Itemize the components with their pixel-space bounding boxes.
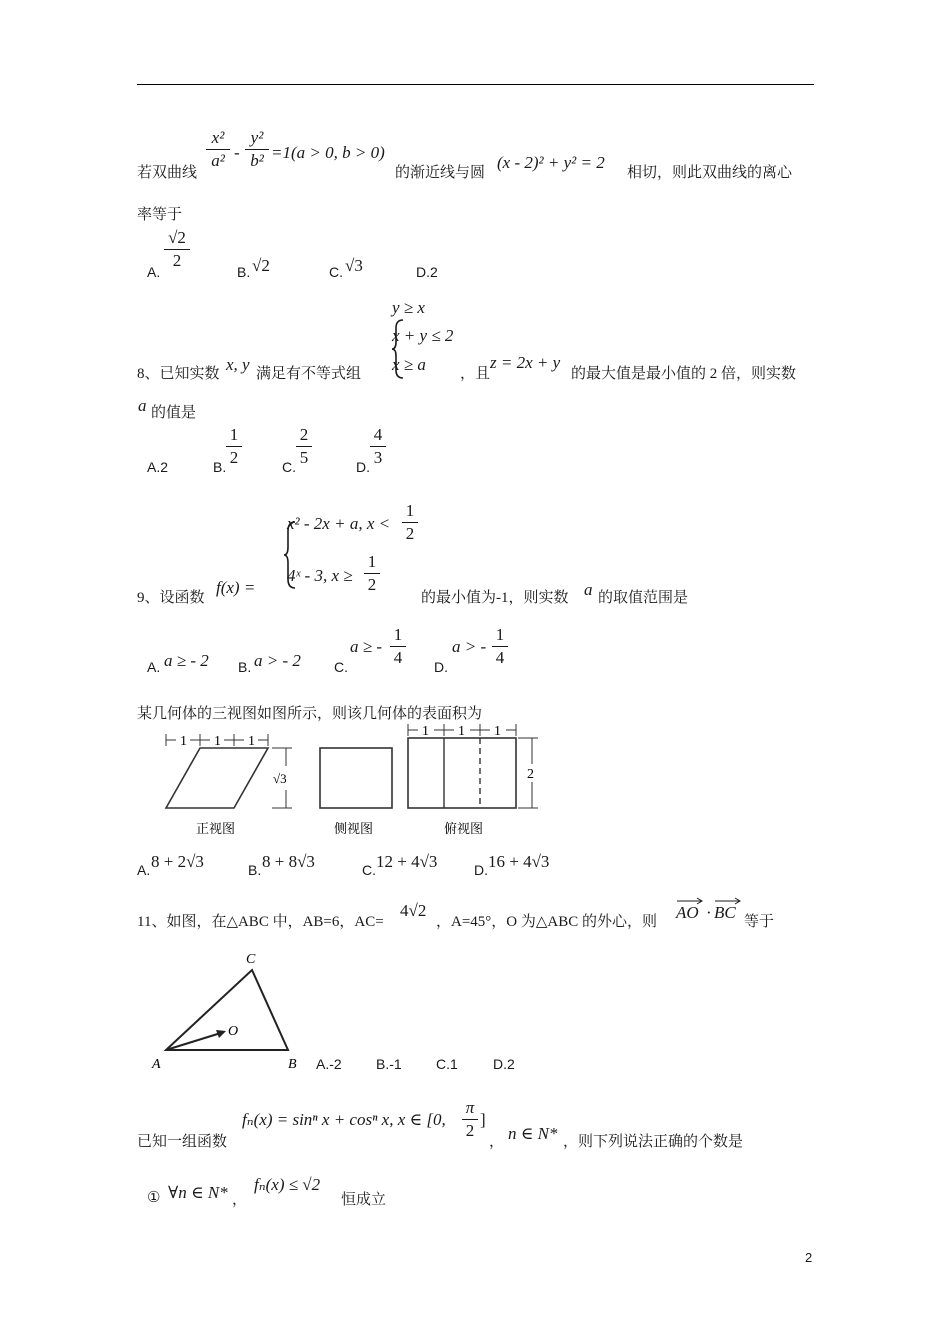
q9-piece2: 4ˣ - 3, x ≥ [287,566,353,585]
q11-option-a: A.-2 [316,1056,342,1072]
q9-option-d-label: D. [434,659,448,675]
q12-item1-cond: ∀n ∈ N* [168,1183,228,1202]
q9-var-a: a [584,580,593,599]
q8-option-c-frac: 2 5 [296,425,312,468]
header-rule [137,84,814,85]
triangle-figure [148,946,308,1072]
q7-option-b-label: B. [237,264,251,280]
q9-option-c-label: C. [334,659,348,675]
q7-eq-rest: =1(a > 0, b > 0) [271,143,385,162]
top-view-caption: 俯视图 [444,821,484,836]
q9-fx: f(x) = [216,578,256,597]
top-dim-3: 1 [494,724,501,739]
front-height-label: √3 [273,771,287,786]
q8-option-b-label: B. [213,459,227,475]
q8-option-c-label: C. [282,459,296,475]
q8-var-a: a [138,396,147,415]
q10-option-d-label: D. [474,862,488,878]
q11-text-c: 等于 [744,914,775,930]
q12-item1-ineq: fₙ(x) ≤ √2 [254,1175,321,1194]
q10-option-a-label: A. [137,862,151,878]
front-view-caption: 正视图 [196,821,236,836]
q12-item1-circle: ① [147,1190,161,1206]
q10-option-c-value: 12 + 4√3 [376,852,438,871]
q10-text: 某几何体的三视图如图所示，则该几何体的表面积为 [137,706,483,722]
q9-piece1: x² - 2x + a, x < [287,514,391,533]
q9-piece1-frac: 1 2 [402,501,418,544]
q11-vec-bc: BC [714,903,736,923]
q7-text-c: 相切，则此双曲线的离心 [627,165,793,181]
q9-text-c: 的取值范围是 [598,590,689,606]
front-dim-1: 1 [180,734,187,749]
top-view-shape [408,738,516,808]
page-number: 2 [805,1250,813,1265]
q7-text-d: 率等于 [137,207,183,223]
q9-option-b-value: a > - 2 [254,651,301,670]
q12-sep: ， [489,1134,505,1150]
q8-vars: x, y [226,355,250,374]
q8-system-line3: x ≥ a [392,355,426,374]
q10-option-b-label: B. [248,862,262,878]
q11-vec-ao: AO [676,903,699,923]
q7-minus: - [234,143,240,162]
q7-circle-eq: (x - 2)² + y² = 2 [497,153,605,172]
front-dim-2: 1 [214,734,221,749]
q11-vec-dot: · [706,903,712,922]
q8-text-d: 的最大值是最小值的 2 倍，则实数 [571,366,797,382]
q8-option-d-frac: 4 3 [370,425,386,468]
q8-option-b-frac: 1 2 [226,425,242,468]
q8-z-eq: z = 2x + y [490,353,561,372]
q12-text-b: ，则下列说法正确的个数是 [563,1134,744,1150]
q9-option-a-value: a ≥ - 2 [164,651,209,670]
q7-frac1: x² a² [206,128,230,171]
q8-text-c: ，且 [460,366,491,382]
q11-option-c: C.1 [436,1056,458,1072]
q9-piece2-frac: 1 2 [364,552,380,595]
q10-option-d-value: 16 + 4√3 [488,852,550,871]
q11-text-a: 11、如图，在△ABC 中，AB=6，AC= [137,914,384,930]
q10-option-b-value: 8 + 8√3 [262,852,315,871]
q8-text-a: 8、已知实数 [137,366,220,382]
top-dim-2: 1 [458,724,465,739]
side-view-caption: 侧视图 [334,821,374,836]
q11-option-b: B.-1 [376,1056,402,1072]
q11-ac-value: 4√2 [400,901,427,920]
q9-option-d-value: a > - [452,637,487,656]
q9-option-b-label: B. [238,659,252,675]
three-view-figure [158,720,550,840]
label-b: B [288,1057,297,1072]
q7-frac2: y² b² [245,128,269,171]
q8-text-b: 满足有不等式组 [256,366,362,382]
q7-option-c-value: √3 [345,256,363,275]
q12-n-cond: n ∈ N* [508,1124,558,1143]
q8-system-line1: y ≥ x [392,298,425,317]
label-c: C [246,952,256,967]
q8-text-e: 的值是 [151,405,197,421]
q9-option-c-frac: 1 4 [390,625,406,668]
top-dim-1: 1 [422,724,429,739]
q7-text-b: 的渐近线与圆 [395,165,486,181]
front-dim-3: 1 [248,734,255,749]
q9-option-a-label: A. [147,659,161,675]
side-view-shape [320,748,392,808]
q10-option-a-value: 8 + 2√3 [151,852,204,871]
front-view-shape [166,748,268,808]
q12-interval-frac: π 2 [462,1098,478,1141]
q12-text-a: 已知一组函数 [137,1134,228,1150]
q9-text-b: 的最小值为-1，则实数 [421,590,569,606]
top-height-label: 2 [527,767,534,782]
q12-item1-text: 恒成立 [341,1192,387,1208]
q7-option-a-frac: √2 2 [164,228,190,271]
q12-interval-close: ] [480,1110,486,1129]
q7-option-a-label: A. [147,264,161,280]
q9-option-d-frac: 1 4 [492,625,508,668]
q11-option-d: D.2 [493,1056,515,1072]
q7-option-d: D.2 [416,264,438,280]
label-a: A [152,1057,161,1072]
q8-system-line2: x + y ≤ 2 [392,326,454,345]
q8-option-d-label: D. [356,459,370,475]
q12-fn-def: fₙ(x) = sinⁿ x + cosⁿ x, x ∈ [0, [242,1110,446,1129]
q10-option-c-label: C. [362,862,376,878]
q8-option-a: A.2 [147,459,169,475]
q7-text-a: 若双曲线 [137,165,198,181]
triangle-abc [166,970,288,1050]
q11-text-b: ，A=45°，O 为△ABC 的外心，则 [436,914,658,930]
label-o: O [228,1024,239,1039]
q7-option-c-label: C. [329,264,343,280]
q9-option-c-value: a ≥ - [350,637,382,656]
q7-option-b-value: √2 [252,256,270,275]
q9-text-a: 9、设函数 [137,590,205,606]
q12-item1-sep: ， [232,1192,248,1208]
